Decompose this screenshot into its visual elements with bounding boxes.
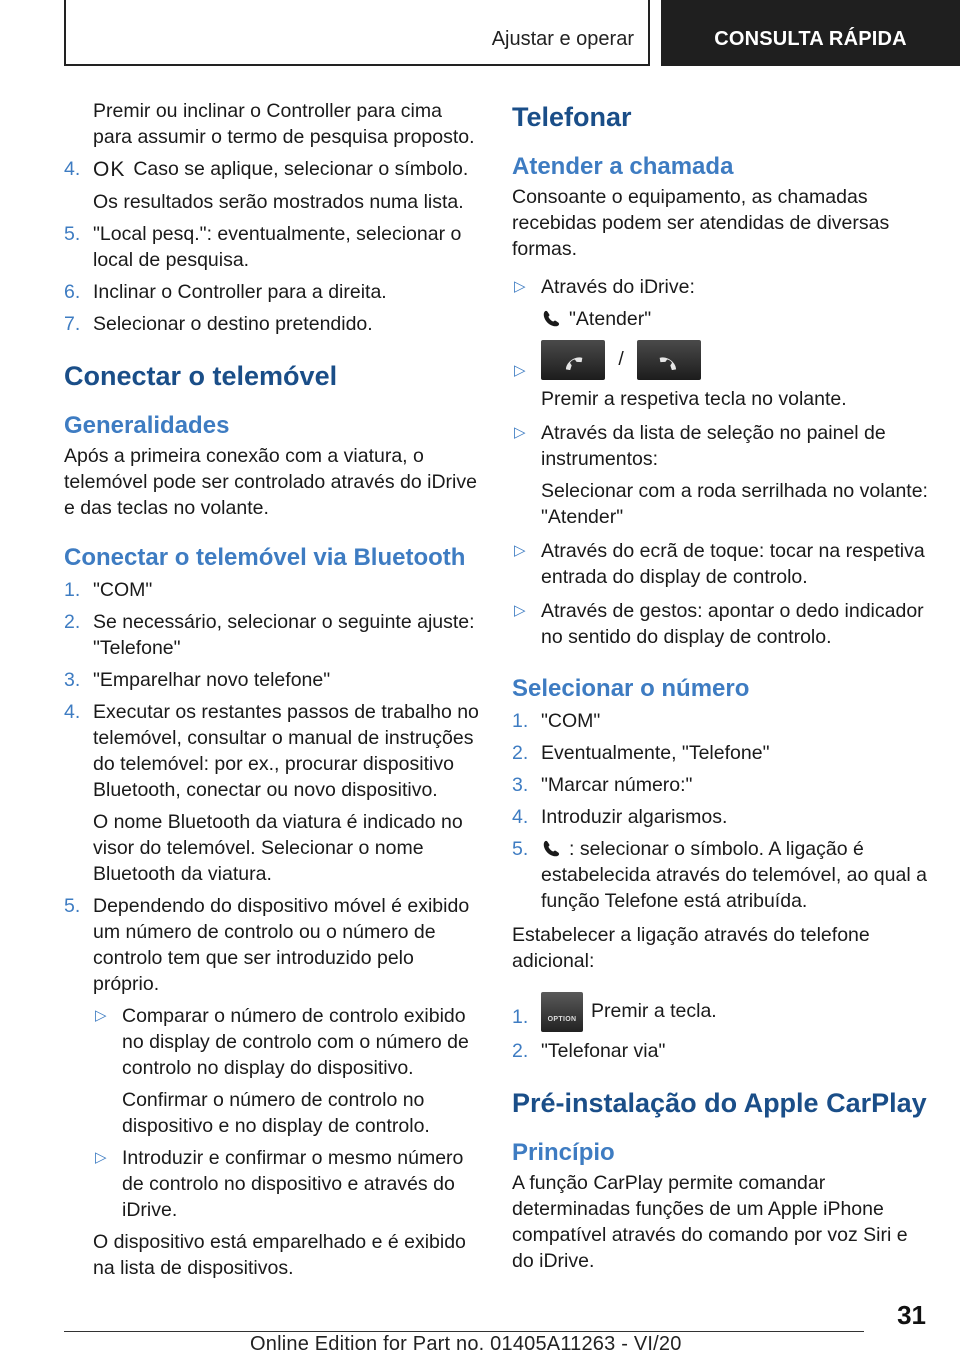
- bullet-item: [93, 1003, 484, 1139]
- step-number: 7.: [64, 312, 81, 335]
- list-item: [512, 772, 932, 798]
- phone-icon: [541, 307, 563, 329]
- step-text: : selecionar o símbolo. A ligação é estabelecida através do telemóvel, ao qual a função Telefone está atribuída.: [541, 838, 927, 912]
- step-text: "COM": [541, 710, 601, 732]
- bullet-item: [512, 598, 932, 650]
- triangle-bullet-icon: ▷: [514, 602, 526, 619]
- step-number: 3.: [64, 668, 81, 691]
- bullet-text: Através do iDrive:: [541, 276, 695, 298]
- bullet-subtext-label: "Atender": [569, 308, 652, 330]
- list-item: [64, 609, 484, 661]
- list-item: [512, 836, 932, 914]
- general-text: Após a primeira conexão com a viatura, o telemóvel pode ser controlado através do iDrive e das teclas no volante.: [64, 444, 477, 519]
- list-item: [512, 804, 932, 830]
- bullet-subtext: [541, 306, 932, 332]
- page-number: 31: [897, 1300, 926, 1330]
- step-number: 4.: [512, 806, 529, 828]
- step-subtext: O nome Bluetooth da viatura é indicado no visor do telemóvel. Selecionar o nome Bluetooth da viatura.: [93, 810, 463, 885]
- step-text: Premir a tecla.: [591, 1000, 717, 1023]
- step-number: 1.: [512, 710, 529, 732]
- section-title: Ajustar e operar: [491, 28, 634, 50]
- ok-symbol-icon: OK: [93, 157, 126, 181]
- bullet-text: Comparar o número de controlo exibido no display de controlo com o número de controlo no display do dispositivo.: [122, 1004, 469, 1079]
- list-item: [64, 311, 484, 337]
- chapter-tab: [661, 0, 960, 66]
- step-subtext: Os resultados serão mostrados numa lista.: [93, 190, 464, 213]
- step-text: Inclinar o Controller para a direita.: [93, 280, 387, 303]
- principle-text: A função CarPlay permite comandar determinadas funções de um Apple iPhone compatível através do comando por voz Siri e do iDrive.: [512, 1172, 908, 1272]
- list-item: [512, 708, 932, 734]
- page-header: [0, 0, 960, 66]
- triangle-bullet-icon: ▷: [514, 542, 526, 559]
- end-call-key-icon: [637, 340, 701, 380]
- heading-connect: Conectar o telemóvel: [64, 360, 338, 391]
- triangle-bullet-icon: ▷: [514, 278, 526, 295]
- heading-select-number: Selecionar o número: [512, 675, 750, 702]
- list-item: [64, 221, 484, 273]
- step-number: 2.: [64, 610, 81, 633]
- step-text: Caso se aplique, selecionar o símbolo.: [133, 158, 469, 180]
- bullet-item: [512, 340, 932, 412]
- list-item: [64, 577, 484, 603]
- answer-text: Consoante o equipamento, as chamadas recebidas podem ser atendidas de diversas formas.: [512, 186, 890, 260]
- heading-answer: Atender a chamada: [512, 153, 734, 180]
- answer-call-key-icon: [541, 340, 605, 380]
- step-text: Se necessário, selecionar o seguinte ajuste: "Telefone": [93, 610, 475, 659]
- heading-general: Generalidades: [64, 411, 230, 439]
- bullet-text: Introduzir e confirmar o mesmo número de controlo no dispositivo e através do iDrive.: [122, 1146, 464, 1221]
- option-key-icon: [541, 992, 583, 1032]
- footer-divider: [64, 1331, 864, 1332]
- bullet-item: [512, 538, 932, 590]
- via-text: Estabelecer a ligação através do telefone adicional:: [512, 924, 870, 972]
- bullet-text: /: [618, 348, 624, 371]
- step-number: 1.: [64, 578, 81, 601]
- footer-edition: Online Edition for Part no. 01405A11263 - VI/20: [250, 1333, 682, 1355]
- step-text: "Telefonar via": [541, 1040, 666, 1062]
- intro-text: Premir ou inclinar o Controller para cima para assumir o termo de pesquisa proposto.: [93, 100, 475, 148]
- bullet-item: [93, 1145, 484, 1223]
- bullet-item: [512, 420, 932, 530]
- list-item: [64, 279, 484, 305]
- bullet-text: Através de gestos: apontar o dedo indicador no sentido do display de controlo.: [541, 600, 924, 648]
- step-number: 4.: [64, 158, 81, 180]
- bullet-item: [512, 274, 932, 332]
- step-number: 5.: [512, 838, 529, 860]
- step-number: 2.: [512, 1040, 529, 1062]
- triangle-bullet-icon: ▷: [95, 1148, 107, 1166]
- bullet-text: Através da lista de seleção no painel de instrumentos:: [541, 422, 886, 470]
- step-text: "Emparelhar novo telefone": [93, 668, 331, 691]
- heading-principle: Princípio: [512, 1139, 615, 1166]
- step-text: "Local pesq.": eventualmente, selecionar o local de pesquisa.: [93, 222, 462, 271]
- triangle-bullet-icon: ▷: [95, 1006, 107, 1024]
- list-item: [64, 699, 484, 887]
- step-number: 2.: [512, 742, 529, 764]
- step-text: "COM": [93, 578, 153, 601]
- bullet-subtext: Confirmar o número de controlo no dispositivo e no display de controlo.: [122, 1088, 430, 1137]
- heading-phone: Telefonar: [512, 102, 632, 132]
- option-key-label: OPTION: [547, 1016, 577, 1023]
- right-column: [512, 100, 932, 1274]
- section-box: [64, 0, 650, 66]
- phone-icon: [541, 837, 563, 859]
- triangle-bullet-icon: ▷: [514, 424, 526, 441]
- step-number: 1.: [512, 1006, 529, 1028]
- triangle-bullet-icon: ▷: [514, 362, 526, 379]
- bullet-subtext: Premir a respetiva tecla no volante.: [541, 388, 847, 410]
- bullet-text: Através do ecrã de toque: tocar na respetiva entrada do display de controlo.: [541, 540, 925, 588]
- left-column: [64, 98, 484, 1281]
- bullet-subtext: Selecionar com a roda serrilhada no volante: "Atender": [541, 480, 928, 528]
- step-text: "Marcar número:": [541, 774, 693, 796]
- list-item: [512, 1038, 932, 1064]
- heading-bluetooth: Conectar o telemóvel via Bluetooth: [64, 543, 466, 571]
- step-number: 3.: [512, 774, 529, 796]
- step-outro: O dispositivo está emparelhado e é exibido na lista de dispositivos.: [93, 1230, 466, 1279]
- step-number: 4.: [64, 700, 81, 723]
- step-text: Dependendo do dispositivo móvel é exibido um número de controlo ou o número de controlo tem que ser introduzido pelo próprio.: [93, 894, 470, 995]
- step-text: Eventualmente, "Telefone": [541, 742, 770, 764]
- step-number: 6.: [64, 280, 81, 303]
- step-number: 5.: [64, 222, 81, 245]
- step-text: Introduzir algarismos.: [541, 806, 728, 828]
- list-item: [512, 740, 932, 766]
- step-number: 5.: [64, 894, 81, 917]
- list-item: [64, 667, 484, 693]
- list-item: [512, 992, 932, 1032]
- list-item: [64, 893, 484, 1281]
- step-text: Executar os restantes passos de trabalho no telemóvel, consultar o manual de instruções do telemóvel: por ex., procurar dispositivo Bluetooth, conectar ou novo dispositivo.: [93, 700, 479, 801]
- chapter-tab-label: CONSULTA RÁPIDA: [714, 28, 907, 50]
- step-text: Selecionar o destino pretendido.: [93, 312, 373, 335]
- list-item: [64, 156, 484, 215]
- heading-carplay: Pré-instalação do Apple CarPlay: [512, 1088, 927, 1118]
